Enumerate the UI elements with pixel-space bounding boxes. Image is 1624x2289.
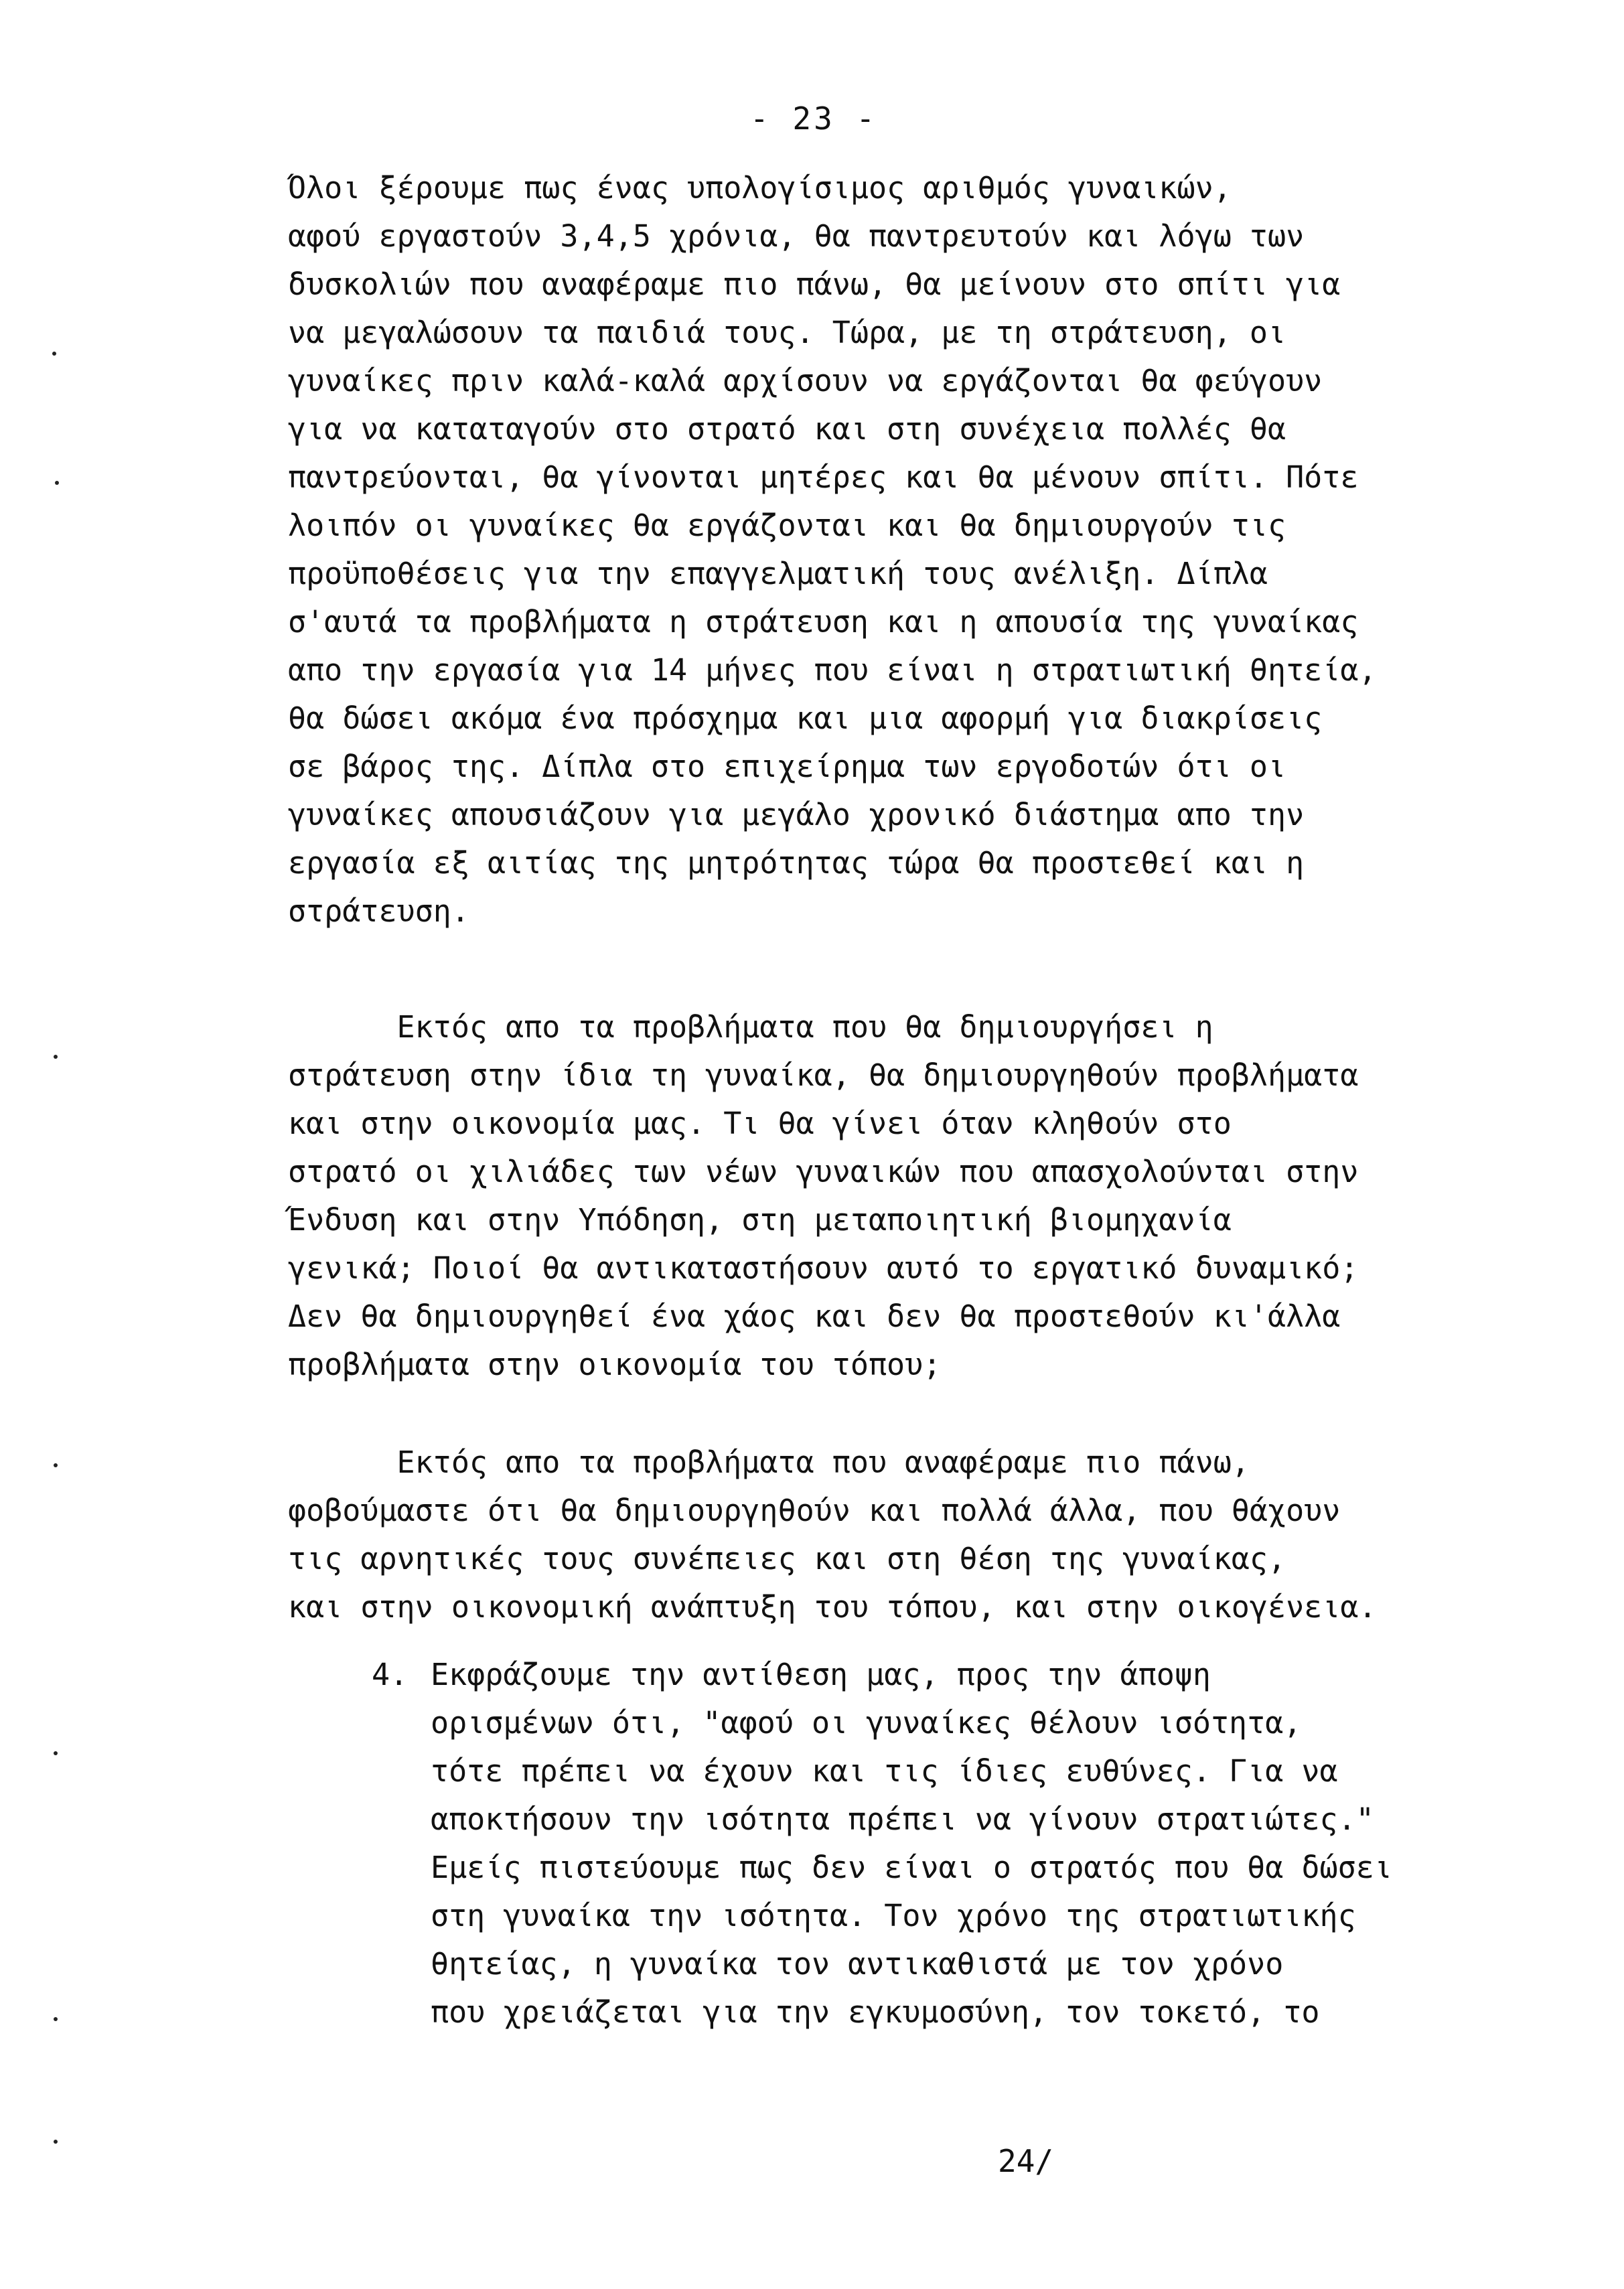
paragraph-2: Εκτός απο τα προβλήματα που θα δημιουργήσει η στράτευση στην ίδια τη γυναίκα, θα δημιουργηθούν προβλήματα και στην οικονομία μας. Τι θα γίνει όταν κληθούν στο στρατό οι χιλιάδες των νέων γυναικών που απασχολούνται στην Ένδυση και στην Υπόδηση, στη μεταποιητική βιομηχανία γενικά; Ποιοί θα αντικαταστήσουν αυτό το εργατικό δυναμικό; Δεν θα δημιουργηθεί ένα χάος και δεν θα προστεθούν κι'άλλα προβλήματα στην οικονομία του τόπου; bbox=[288, 1009, 1359, 1382]
list-item-text: Εκφράζουμε την αντίθεση μας, προς την άποψη ορισμένων ότι, "αφού οι γυναίκες θέλουν ισότητα, τότε πρέπει να έχουν και τις ίδιες ευθύνες. Για να αποκτήσουν την ισότητα πρέπει να γίνουν στρατιώτες." Εμείς πιστεύουμε πως δεν είναι ο στρατός που θα δώσει στη γυναίκα την ισότητα. Τον χρόνο της στρατιωτικής θητείας, η γυναίκα τον αντικαθιστά με τον χρόνο που χρειάζεται για την εγκυμοσύνη, τον τοκετό, το bbox=[431, 1657, 1392, 2030]
list-item-number: 4. bbox=[372, 1657, 409, 1692]
scan-speck bbox=[54, 2140, 58, 2144]
scan-speck bbox=[54, 1751, 58, 1755]
paragraph-3: Εκτός απο τα προβλήματα που αναφέραμε πιο πάνω, φοβούμαστε ότι θα δημιουργηθούν και πολλά άλλα, που θάχουν τις αρνητικές τους συνέπειες και στη θέση της γυναίκας, και στην οικονομική ανάπτυξη του τόπου, και στην οικογένεια. bbox=[288, 1445, 1377, 1625]
scan-speck bbox=[54, 2017, 58, 2021]
paragraph-1: Όλοι ξέρουμε πως ένας υπολογίσιμος αριθμός γυναικών, αφού εργαστούν 3,4,5 χρόνια, θα παντρευτούν και λόγω των δυσκολιών που αναφέραμε πιο πάνω, θα μείνουν στο σπίτι για να μεγαλώσουν τα παιδιά τους. Τώρα, με τη στράτευση, οι γυναίκες πριν καλά-καλά αρχίσουν να εργάζονται θα φεύγουν για να καταταγούν στο στρατό και στη συνέχεια πολλές θα παντρεύονται, θα γίνονται μητέρες και θα μένουν σπίτι. Πότε λοιπόν οι γυναίκες θα εργάζονται και θα δημιουργούν τις προϋποθέσεις για την επαγγελματική τους ανέλιξη. Δίπλα σ'αυτά τα προβλήματα η στράτευση και η απουσία της γυναίκας απο την εργασία για 14 μήνες που είναι η στρατιωτική θητεία, θα δώσει ακόμα ένα πρόσχημα και μια αφορμή για διακρίσεις σε βάρος της. Δίπλα στο επιχείρημα των εργοδοτών ότι οι γυναίκες απουσιάζουν για μεγάλο χρονικό διάστημα απο την εργασία εξ αιτίας της μητρότητας τώρα θα προστεθεί και η στράτευση. bbox=[288, 170, 1377, 929]
scan-speck bbox=[52, 352, 56, 356]
scan-speck bbox=[54, 1055, 58, 1059]
page-number: - 23 - bbox=[750, 100, 878, 137]
continuation-page-reference: 24/ bbox=[998, 2143, 1054, 2179]
scan-speck bbox=[54, 1463, 58, 1467]
scan-speck bbox=[55, 481, 59, 485]
